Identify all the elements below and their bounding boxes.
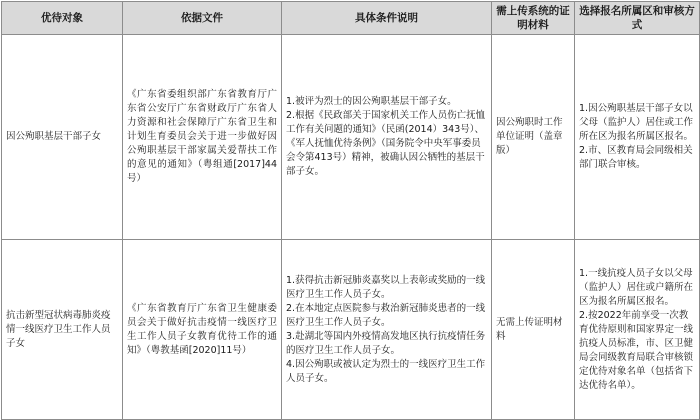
row2-conditions — [282, 240, 492, 420]
table-row — [2, 35, 700, 240]
header-target: 优待对象 — [2, 2, 123, 35]
row1-materials: 因公殉职时工作单位证明（盖章版） — [492, 35, 575, 240]
header-basis: 依据文件 — [123, 2, 282, 35]
row1-basis: 《广东省委组织部广东省教育厅广东省公安厅广东省财政厅广东省人力资源和社会保障厅广东省卫生和计划生育委员会关于进一步做好因公殉职基层干部家属关爱帮扶工作的意见的通知》（粤组通[2017]44号） — [123, 35, 282, 240]
row2-condition-3: 3.赴湖北等国内外疫情高发地区执行抗疫情任务的医疗卫生工作人员子女。 — [286, 330, 486, 356]
row2-condition-2: 2.在本地定点医院参与救治新冠肺炎患者的一线医疗卫生工作人员子女。 — [286, 302, 486, 328]
row1-target: 因公殉职基层干部子女 — [2, 35, 123, 240]
header-method: 选择报名所属区和审核方式 — [575, 2, 700, 35]
row2-method — [575, 240, 700, 420]
header-materials: 需上传系统的证明材料 — [492, 2, 575, 35]
row2-materials: 无需上传证明材料 — [492, 240, 575, 420]
row2-condition-1: 1.获得抗击新冠肺炎嘉奖以上表彰或奖励的一线医疗卫生工作人员子女。 — [286, 274, 486, 300]
row1-method-2: 2.市、区教育局会同级相关部门联合审核。 — [579, 145, 693, 170]
row1-conditions — [282, 35, 492, 240]
row2-method-2: 2.按2022年前享受一次教育优待原则和国家界定一线抗疫人员标准，市、区卫健局会同级教育局联合审核锁定优待对象名单（包括省下达优待名单）。 — [579, 309, 694, 391]
header-conditions: 具体条件说明 — [282, 2, 492, 35]
row1-condition-2: 2.根据《民政部关于国家机关工作人员伤亡抚恤工作有关问题的通知》（民函(2014）343号）、《军人抚恤优待条例》（国务院令中央军事委员会令第413号）精神，被确认因公牺牲的基层干部子女。 — [286, 110, 486, 177]
row1-method — [575, 35, 700, 240]
table-header-row — [2, 2, 700, 35]
row2-method-1: 1.一线抗疫人员子女以父母（监护人）居住或户籍所在区为报名所属区报名。 — [579, 267, 694, 307]
table-row — [2, 240, 700, 420]
row2-condition-4: 4.因公殉职或被认定为烈士的一线医疗卫生工作人员子女。 — [286, 358, 486, 384]
row2-target: 抗击新型冠状病毒肺炎疫情一线医疗卫生工作人员子女 — [2, 240, 123, 420]
row2-basis: 《广东省教育厅广东省卫生健康委员会关于做好抗击疫情一线医疗卫生工作人员子女教育优待工作的通知》（粤教基函[2020]11号） — [123, 240, 282, 420]
policy-table — [1, 1, 700, 420]
row1-method-1: 1.因公殉职基层干部子女以父母（监护人）居住或工作所在区为报名所属区报名。 — [579, 103, 694, 142]
row1-condition-1: 1.被评为烈士的因公殉职基层干部子女。 — [286, 96, 457, 107]
